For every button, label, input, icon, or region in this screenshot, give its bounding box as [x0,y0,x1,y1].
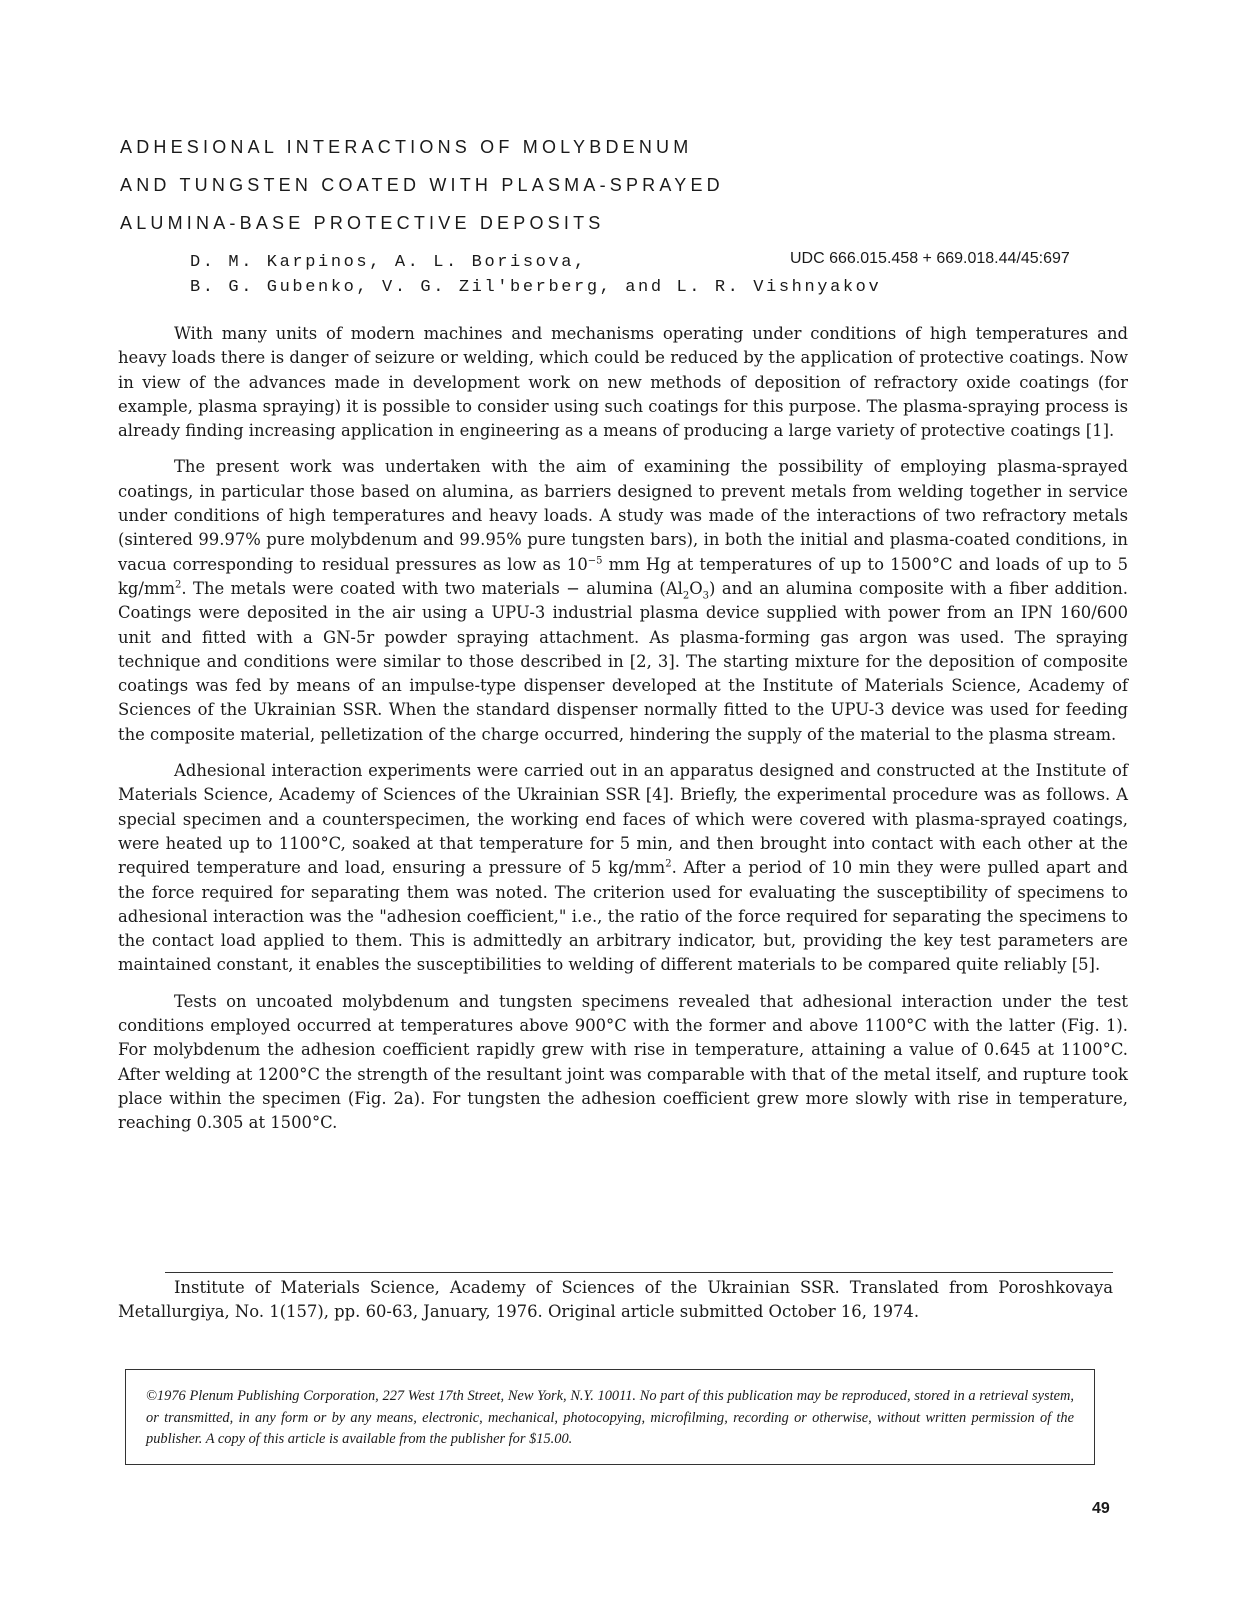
p2-subscript-1: 2 [682,590,690,602]
paragraph-3 [118,759,1128,978]
p2-subscript-2: 3 [702,590,710,602]
p2-exponent-1: −5 [587,555,603,567]
paragraph-4: Tests on uncoated molybdenum and tungsten specimens revealed that adhesional interaction under the test conditions employed occurred at temperatures above 900°C with the former and above 1100°C with the latter (Fig. 1). For molybdenum the adhesion coefficient rapidly grew with rise in temperature, attaining a value of 0.645 at 1100°C. After welding at 1200°C the strength of the resultant joint was comparable with that of the metal itself, and rupture took place within the specimen (Fig. 2a). For tungsten the adhesion coefficient grew more slowly with rise in temperature, reaching 0.305 at 1500°C. [118,991,1128,1133]
p2-text-a: The present work was undertaken with the aim of examining the possibility of employing plasma-sprayed coatings, in particular those based on alumina, as barriers designed to prevent metals from welding together in service under conditions of high temperatures and heavy loads. A study was made of the interactions of two refractory metals (sintered 99.97% pure molybdenum and 99.95% pure tungsten bars), in both the initial and plasma-coated conditions, in vacua corresponding to residual pressures as low as 10 [118,457,1128,574]
p2-text-d: O [689,578,703,598]
p2-exponent-2: 2 [175,579,182,591]
article-title [120,128,1120,242]
p3-text-a: Adhesional interaction experiments were carried out in an apparatus designed and constructed at the Institute of Materials Science, Academy of Sciences of the Ukrainian SSR [4]. Briefly, the experimental procedure was as follows. A special specimen and a counterspecimen, the working end faces of which were covered with plasma-sprayed coatings, were heated up to 1100°C, soaked at that temperature for 5 min, and then brought into contact with each other at the required temperature and load, ensuring a pressure of 5 kg/mm [118,761,1128,878]
authors-line-2: B. G. Gubenko, V. G. Zil'berberg, and L. R. Vishnyakov [190,278,882,297]
p2-text-c: . The metals were coated with two materials − alumina (Al [181,578,683,598]
article-body [118,322,1128,1148]
footnote-divider [165,1272,1113,1273]
title-line-1: ADHESIONAL INTERACTIONS OF MOLYBDENUM [120,137,693,157]
udc-code: UDC 666.015.458 + 669.018.44/45:697 [790,250,1070,267]
paragraph-2 [118,455,1128,747]
footnote: Institute of Materials Science, Academy of Sciences of the Ukrainian SSR. Translated from Poroshkovaya Metallurgiya, No. 1(157), pp. 60-63, January, 1976. Original article submitted October 16, 1974. [118,1278,1113,1321]
p3-exponent: 2 [665,858,672,870]
p2-text-b: mm Hg at temperatures of up to 1500°C and loads of up to 5 kg/mm [118,554,1129,598]
title-line-3: ALUMINA-BASE PROTECTIVE DEPOSITS [120,213,605,233]
page-number: 49 [1092,1500,1110,1517]
paragraph-1: With many units of modern machines and mechanisms operating under conditions of high temperatures and heavy loads there is danger of seizure or welding, which could be reduced by the application of protective coatings. Now in view of the advances made in development work on new methods of deposition of refractory oxide coatings (for example, plasma spraying) it is possible to consider using such coatings for this purpose. The plasma-spraying process is already finding increasing application in engineering as a means of producing a large variety of protective coatings [1]. [118,324,1128,441]
copyright-notice: ©1976 Plenum Publishing Corporation, 227 West 17th Street, New York, N.Y. 10011. No part of this publication may be reproduced, stored in a retrieval system, or transmitted, in any form or by any means, electronic, mechanical, photocopying, microfilming, recording or otherwise, without written permission of the publisher. A copy of this article is available from the publisher for $15.00. [146,1388,1074,1447]
authors-line-1: D. M. Karpinos, A. L. Borisova, [190,253,587,272]
p3-text-b: . After a period of 10 min they were pulled apart and the force required for separating them was noted. The criterion used for evaluating the susceptibility of specimens to adhesional interaction was the "adhesion coefficient," i.e., the ratio of the force required for separating the specimens to the contact load applied to them. This is admittedly an arbitrary indicator, but, providing the key test parameters are maintained constant, it enables the susceptibilities to welding of different materials to be compared quite reliably [5]. [118,858,1128,975]
copyright-box [125,1369,1095,1465]
p2-text-e: ) and an alumina composite with a fiber addition. Coatings were deposited in the air using a UPU-3 industrial plasma device supplied with power from an IPN 160/600 unit and fitted with a GN-5r powder spraying attachment. As plasma-forming gas argon was used. The spraying technique and conditions were similar to those described in [2, 3]. The starting mixture for the deposition of composite coatings was fed by means of an impulse-type dispenser developed at the Institute of Materials Science, Academy of Sciences of the Ukrainian SSR. When the standard dispenser normally fitted to the UPU-3 device was used for feeding the composite material, pelletization of the charge occurred, hindering the supply of the material to the plasma stream. [118,578,1129,744]
title-line-2: AND TUNGSTEN COATED WITH PLASMA-SPRAYED [120,175,724,195]
